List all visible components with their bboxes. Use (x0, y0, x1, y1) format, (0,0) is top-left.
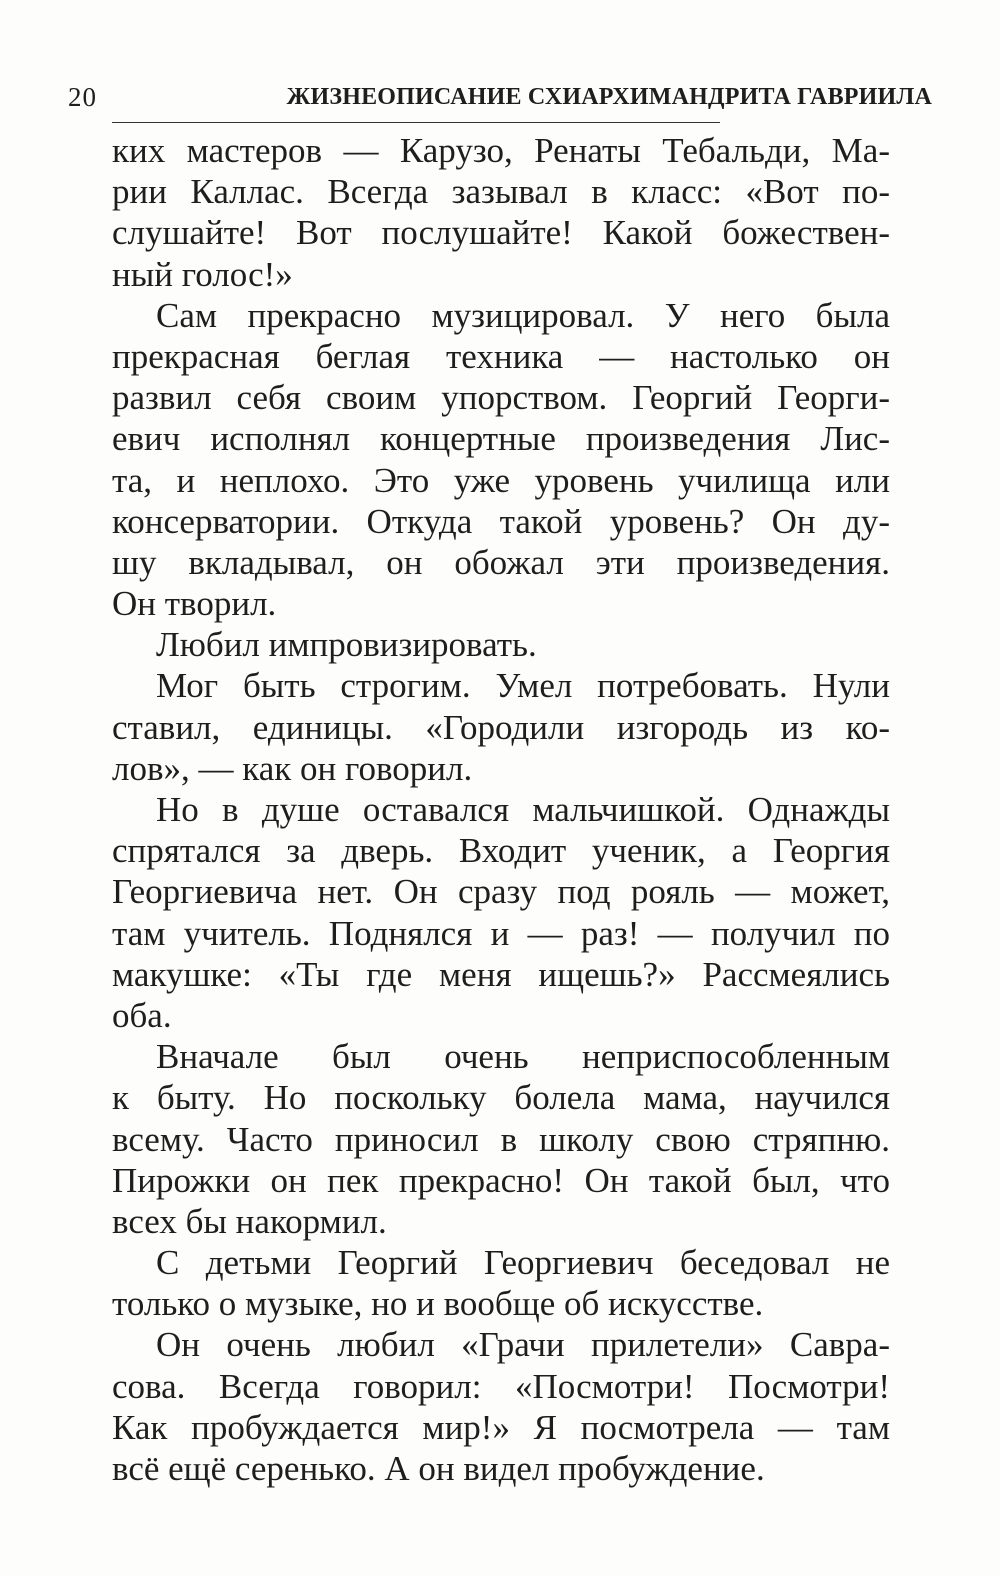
text-line: оба. (112, 995, 172, 1035)
page-number: 20 (68, 82, 97, 112)
body-text (112, 130, 890, 1489)
text-line: слушайте! Вот послушайте! Какой божествен- (112, 213, 890, 253)
text-line: сова. Всегда говорил: «Посмотри! Посмотри! (112, 1366, 890, 1406)
paragraph (112, 295, 890, 625)
text-line: консерватории. Откуда такой уровень? Он ду- (112, 501, 890, 541)
paragraph (112, 1324, 890, 1489)
text-line: развил себя своим упорством. Георгий Георги- (112, 378, 890, 418)
text-line: всех бы накормил. (112, 1201, 387, 1241)
text-line: шу вкладывал, он обожал эти произведения. (112, 542, 890, 582)
text-line: Георгиевича нет. Он сразу под рояль — может, (112, 872, 890, 912)
text-line: Любил импровизировать. (156, 625, 537, 665)
text-line: там учитель. Поднялся и — раз! — получил по (112, 913, 890, 953)
text-line: Он очень любил «Грачи прилетели» Савра- (156, 1325, 890, 1365)
paragraph (112, 789, 890, 1036)
text-line: прекрасная беглая техника — настолько он (112, 336, 890, 376)
paragraph (112, 130, 890, 295)
text-line: спрятался за дверь. Входит ученик, а Георгия (112, 831, 890, 871)
text-line: Вначале был очень неприспособленным (156, 1037, 890, 1077)
text-line: всё ещё серенько. А он видел пробуждение. (112, 1449, 765, 1488)
paragraph (112, 665, 890, 789)
text-line: евич исполнял концертные произведения Лис- (112, 419, 890, 459)
text-line: ный голос!» (112, 254, 293, 294)
text-line: Сам прекрасно музицировал. У него была (156, 295, 890, 335)
text-line: лов», — как он говорил. (112, 748, 473, 788)
paragraph (112, 1242, 890, 1324)
header-rule (112, 122, 720, 123)
text-line: только о музыке, но и вообще об искусстве. (112, 1284, 764, 1324)
paragraph (112, 1036, 890, 1242)
page-header (68, 80, 932, 120)
text-line: к быту. Но поскольку болела мама, научился (112, 1078, 890, 1118)
text-line: всему. Часто приносил в школу свою стряпню. (112, 1119, 890, 1159)
text-line: ких мастеров — Карузо, Ренаты Тебальди, Ма- (112, 131, 890, 170)
text-line: ставил, единицы. «Городили изгородь из ко- (112, 707, 890, 747)
text-line: Он творил. (112, 584, 277, 624)
text-line: Мог быть строгим. Умел потребовать. Нули (156, 666, 890, 706)
text-line: С детьми Георгий Георгиевич беседовал не (156, 1243, 890, 1283)
text-line: Пирожки он пек прекрасно! Он такой был, что (112, 1160, 890, 1200)
paragraph (112, 624, 890, 665)
text-line: та, и неплохо. Это уже уровень училища или (112, 460, 890, 500)
running-title: ЖИЗНЕОПИСАНИЕ СХИАРХИМАНДРИТА ГАВРИИЛА (286, 84, 932, 110)
text-line: макушке: «Ты где меня ищешь?» Рассмеялись (112, 954, 890, 994)
text-line: Как пробуждается мир!» Я посмотрела — там (112, 1407, 890, 1447)
text-line: Но в душе оставался мальчишкой. Однажды (156, 790, 890, 829)
text-line: рии Каллас. Всегда зазывал в класс: «Вот по- (112, 172, 890, 212)
